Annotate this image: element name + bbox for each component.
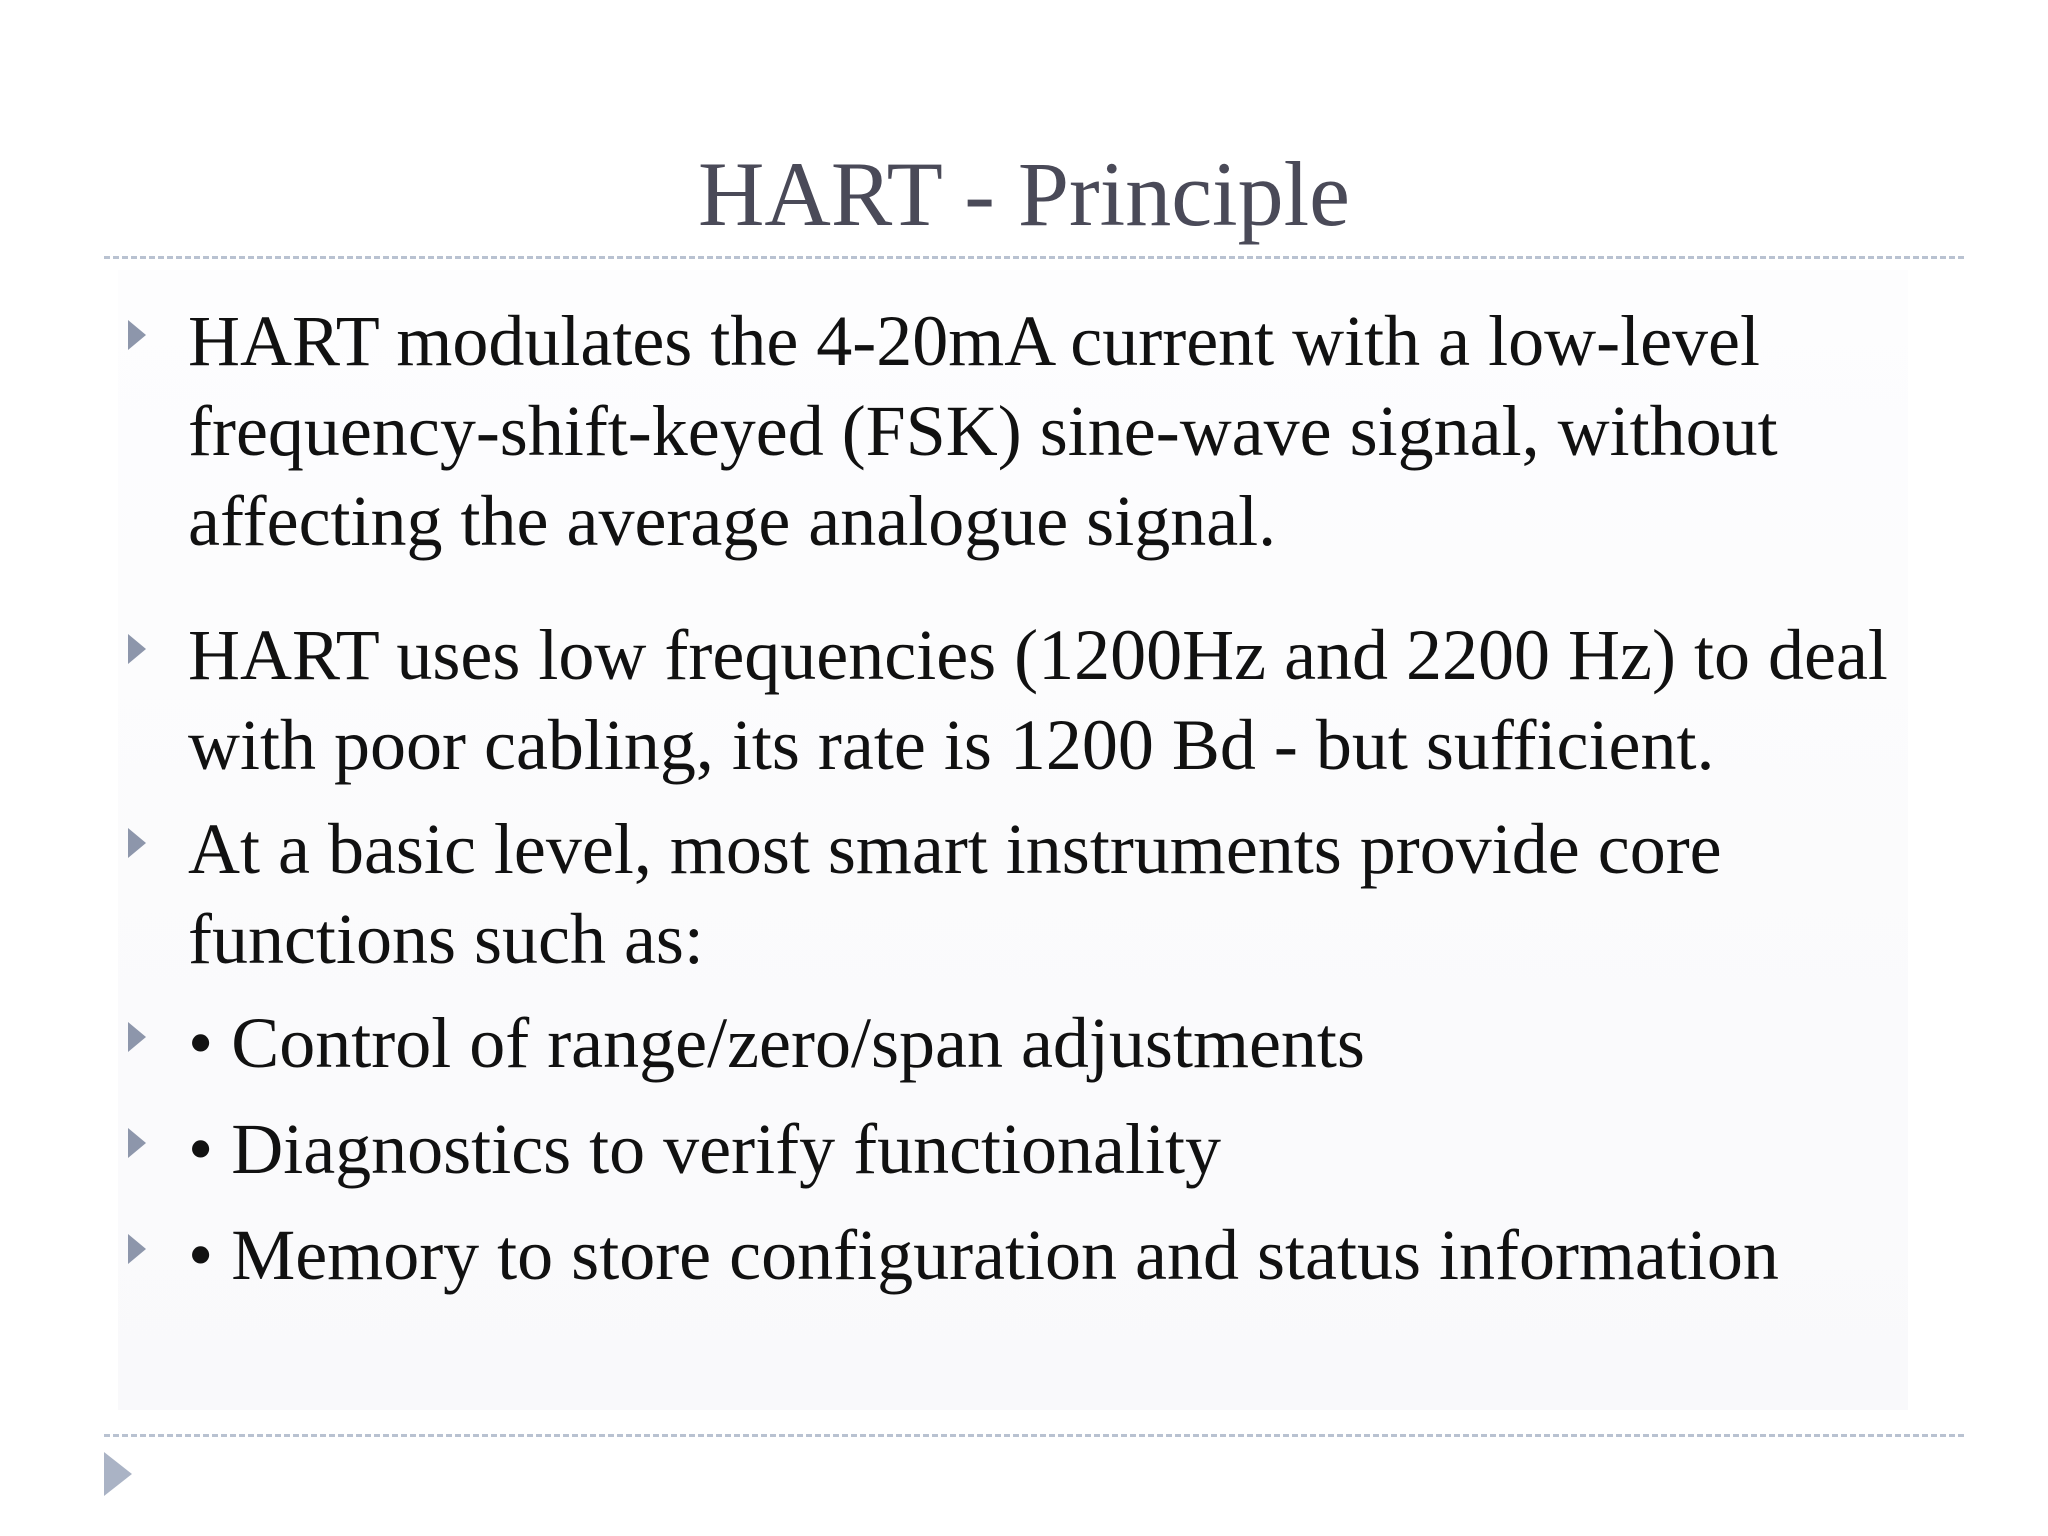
bullet-arrow-icon (128, 1022, 146, 1052)
bottom-divider (104, 1434, 1964, 1437)
bullet-text-4: • Control of range/zero/span adjustments (188, 1003, 1365, 1083)
bullet-arrow-icon (128, 634, 146, 664)
bullet-arrow-icon (128, 320, 146, 350)
bullet-arrow-icon (128, 828, 146, 858)
bullet-text-2: HART uses low frequencies (1200Hz and 2200 Hz) to deal with poor cabling, its rate is 1200 Bd - but sufficient. (188, 615, 1888, 785)
bullet-text-1: HART modulates the 4-20mA current with a low-level frequency-shift-keyed (FSK) sine-wave signal, without affecting the average analogue signal. (188, 301, 1778, 561)
bullet-arrow-icon (128, 1128, 146, 1158)
bullet-text-3: At a basic level, most smart instruments provide core functions such as: (188, 809, 1722, 979)
bullet-text-5: • Diagnostics to verify functionality (188, 1109, 1221, 1189)
bullet-text-6: • Memory to store configuration and status information (188, 1215, 1779, 1295)
footer-arrow-icon (104, 1452, 132, 1496)
slide-title: HART - Principle (697, 143, 1351, 245)
bullet-arrow-icon (128, 1234, 146, 1264)
